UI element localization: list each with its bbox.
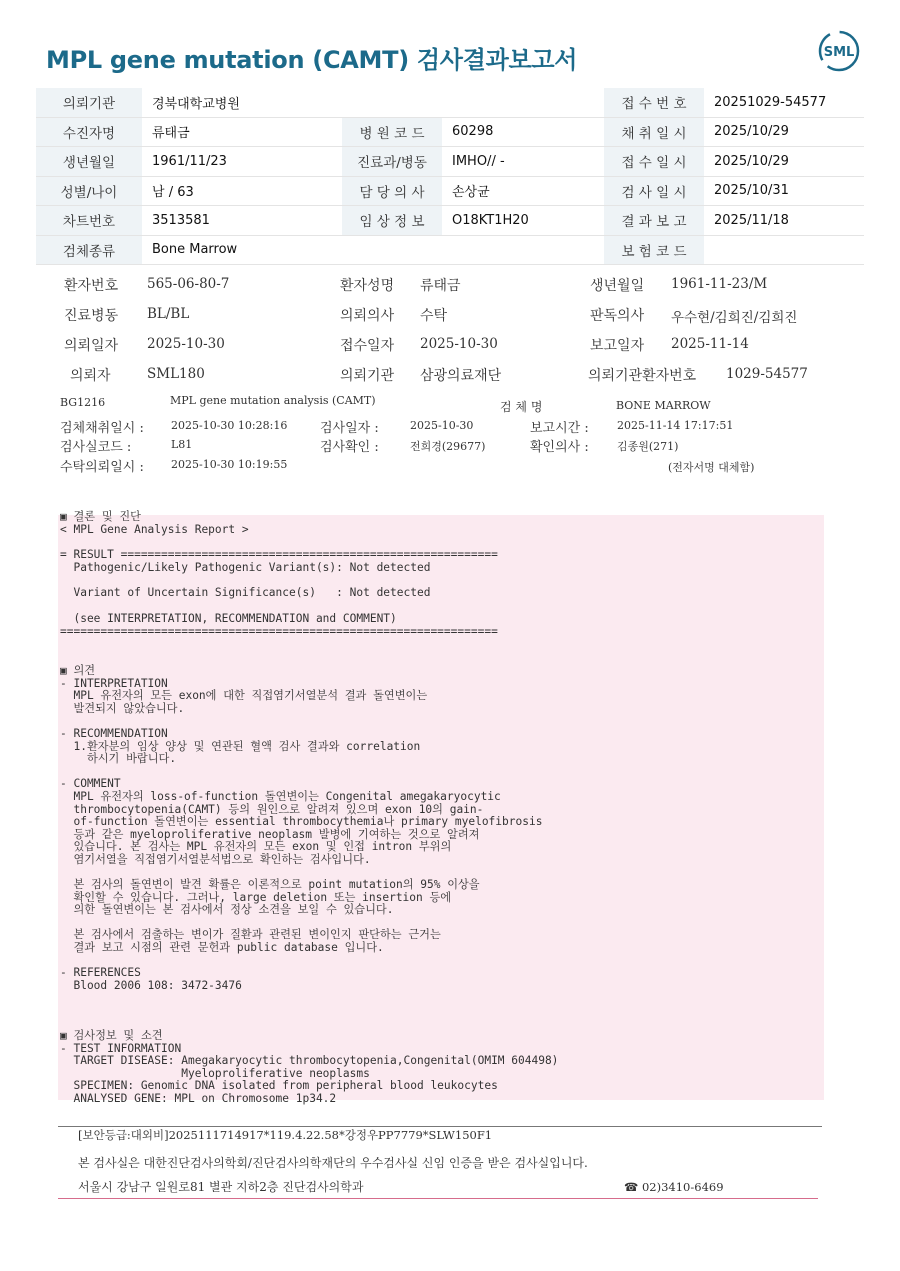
patient-label: 진료병동 [64, 308, 119, 324]
value-specimen-type: Bone Marrow [142, 235, 604, 265]
conclusion-section: ▣ 결론 및 진단 < MPL Gene Analysis Report > [60, 510, 249, 536]
patient-label: 의뢰기관 [340, 368, 395, 384]
patient-label: 환자성명 [340, 278, 395, 294]
confirm-label: 검사확인 : [320, 440, 379, 455]
label-department: 진료과/병동 [342, 147, 442, 177]
value-test-date: 2025/10/31 [704, 176, 864, 206]
value-receipt-date: 2025/10/29 [704, 147, 864, 177]
specimen-label: 검 체 명 [500, 400, 543, 414]
esign-note: (전자서명 대체함) [668, 461, 755, 474]
label-collection-date: 채 취 일 시 [604, 117, 704, 147]
certification-line: 본 검사실은 대한진단검사의학회/진단검사의학재단의 우수검사실 신임 인증을 받은 검사실입니다. [78, 1156, 588, 1170]
reporttime-label: 보고시간 : [530, 421, 589, 436]
value-result-report: 2025/11/18 [704, 206, 864, 236]
collect-value: 2025-10-30 10:28:16 [171, 419, 288, 432]
label-birth-date: 생년월일 [36, 147, 142, 177]
table-row [36, 147, 864, 177]
value-requesting-institution: 경북대학교병원 [142, 88, 604, 117]
phone-line: ☎ 02)3410-6469 [624, 1180, 724, 1194]
doctor-value: 김종원(271) [617, 440, 679, 453]
value-collection-date: 2025/10/29 [704, 117, 864, 147]
patient-label: 판독의사 [590, 308, 645, 324]
patient-value: 우수현/김희진/김희진 [671, 310, 798, 326]
info-table [36, 88, 864, 265]
patient-label: 보고일자 [590, 338, 645, 354]
label-clinical-info: 임 상 정 보 [342, 206, 442, 236]
value-physician: 손상균 [442, 176, 604, 206]
patient-value: 삼광의료재단 [420, 368, 502, 384]
security-line: [보안등급:대외비]2025111714917*119.4.22.58*강정우PP7779*SLW150F1 [78, 1128, 493, 1142]
value-clinical-info: O18KT1H20 [442, 206, 604, 236]
value-birth-date: 1961/11/23 [142, 147, 342, 177]
patient-value: BL/BL [147, 306, 190, 322]
label-specimen-type: 검체종류 [36, 235, 142, 265]
report-title: MPL gene mutation (CAMT) 검사결과보고서 [46, 46, 578, 74]
patient-label: 의뢰자 [70, 368, 111, 384]
label-sex-age: 성별/나이 [36, 176, 142, 206]
table-row [36, 176, 864, 206]
request-label: 수탁의뢰일시 : [60, 460, 144, 475]
value-receipt-number: 20251029-54577 [704, 88, 864, 117]
testdate-value: 2025-10-30 [410, 419, 474, 432]
address-line: 서울시 강남구 일원로81 별관 지하2층 진단검사의학과 [78, 1180, 364, 1194]
footer-underline [58, 1198, 818, 1199]
patient-value: 2025-10-30 [147, 336, 225, 352]
confirm-value: 전희경(29677) [410, 440, 486, 453]
label-patient-name: 수진자명 [36, 117, 142, 147]
room-value: L81 [171, 438, 193, 451]
value-patient-name: 류태금 [142, 117, 342, 147]
label-receipt-date: 접 수 일 시 [604, 147, 704, 177]
patient-label: 접수일자 [340, 338, 395, 354]
label-hospital-code: 병 원 코 드 [342, 117, 442, 147]
patient-label: 환자번호 [64, 278, 119, 294]
reporttime-value: 2025-11-14 17:17:51 [617, 419, 734, 432]
scanned-report [0, 260, 900, 1271]
testdate-label: 검사일자 : [320, 421, 379, 436]
patient-value: SML180 [147, 366, 205, 382]
test-name: MPL gene mutation analysis (CAMT) [170, 394, 376, 407]
specimen-value: BONE MARROW [616, 399, 711, 412]
doctor-label: 확인의사 : [530, 440, 589, 455]
sml-logo [818, 30, 860, 72]
label-result-report: 결 과 보 고 [604, 206, 704, 236]
patient-value: 수탁 [420, 308, 448, 324]
test-info-section: ▣ 검사정보 및 소견 - TEST INFORMATION TARGET DISEASE: Amegakaryocytic thrombocytopenia,Congenital(OMIM 604498) Myeloproliferative neoplasms SPECIMEN: Genomic DNA isolated from peripheral blood leukocytes ANALYSED GENE: MPL on Chromosome 1p34.2 [60, 1029, 559, 1105]
patient-value: 2025-11-14 [671, 336, 749, 352]
value-chart-number: 3513581 [142, 206, 342, 236]
collect-label: 검체채취일시 : [60, 421, 144, 436]
patient-label: 생년월일 [590, 278, 645, 294]
value-department: IMHO// - [442, 147, 604, 177]
label-insurance-code: 보 험 코 드 [604, 235, 704, 265]
test-code: BG1216 [60, 396, 106, 409]
sml-logo-text: SML [823, 45, 855, 60]
patient-label: 의뢰일자 [64, 338, 119, 354]
label-physician: 담 당 의 사 [342, 176, 442, 206]
result-section: = RESULT ======================================================== Pathogenic/Likely Pathogenic Variant(s): Not detected Variant of Uncertain Significance(s) : Not detected (see INTERPRETATION, RECOMMENDATION and COMMENT) ================================================================= [60, 548, 498, 638]
request-value: 2025-10-30 10:19:55 [171, 458, 288, 471]
opinion-section: ▣ 의견 - INTERPRETATION MPL 유전자의 모든 exon에 대한 직접염기서열분석 결과 돌연변이는 발견되지 않았습니다. - RECOMMENDATION 1.환자분의 임상 양상 및 연관된 혈액 검사 결과와 correlation 하시기 바랍니다. - COMMENT MPL 유전자의 loss-of-function 돌연변이는 Congenital amegakaryocytic thrombocytopenia(CAMT) 등의 원인으로 알려져 있으며 exon 10의 gain- of-function 돌연변이는 essential thrombocythemia나 primary myelofibrosis 등과 같은 myeloproliferative neoplasm 발병에 기여하는 것으로 알려져 있습니다. 본 검사는 MPL 유전자의 모든 exon 및 인접 intron 부위의 염기서열을 직접염기서열분석법으로 확인하는 검사입니다. 본 검사의 돌연변이 발견 확률은 이론적으로 point mutation의 95% 이상을 확인할 수 있습니다. 그러나, large deletion 또는 insertion 등에 의한 돌연변이는 본 검사에서 정상 소견을 보일 수 있습니다. 본 검사에서 검출하는 변이가 질환과 관련된 변이인지 판단하는 근거는 결과 보고 시점의 관련 문헌과 public database 입니다. - REFERENCES Blood 2006 108: 3472-3476 [60, 664, 543, 992]
table-row [36, 117, 864, 147]
label-requesting-institution: 의뢰기관 [36, 88, 142, 117]
table-row [36, 88, 864, 117]
label-chart-number: 차트번호 [36, 206, 142, 236]
patient-value: 1961-11-23/M [671, 276, 768, 292]
patient-value: 565-06-80-7 [147, 276, 230, 292]
patient-label: 의뢰기관환자번호 [588, 368, 697, 384]
value-sex-age: 남 / 63 [142, 176, 342, 206]
label-test-date: 검 사 일 시 [604, 176, 704, 206]
label-receipt-number: 접 수 번 호 [604, 88, 704, 117]
patient-value: 류태금 [420, 278, 461, 294]
patient-value: 1029-54577 [726, 366, 808, 382]
patient-label: 의뢰의사 [340, 308, 395, 324]
room-label: 검사실코드 : [60, 440, 132, 455]
patient-value: 2025-10-30 [420, 336, 498, 352]
table-row [36, 206, 864, 236]
value-hospital-code: 60298 [442, 117, 604, 147]
